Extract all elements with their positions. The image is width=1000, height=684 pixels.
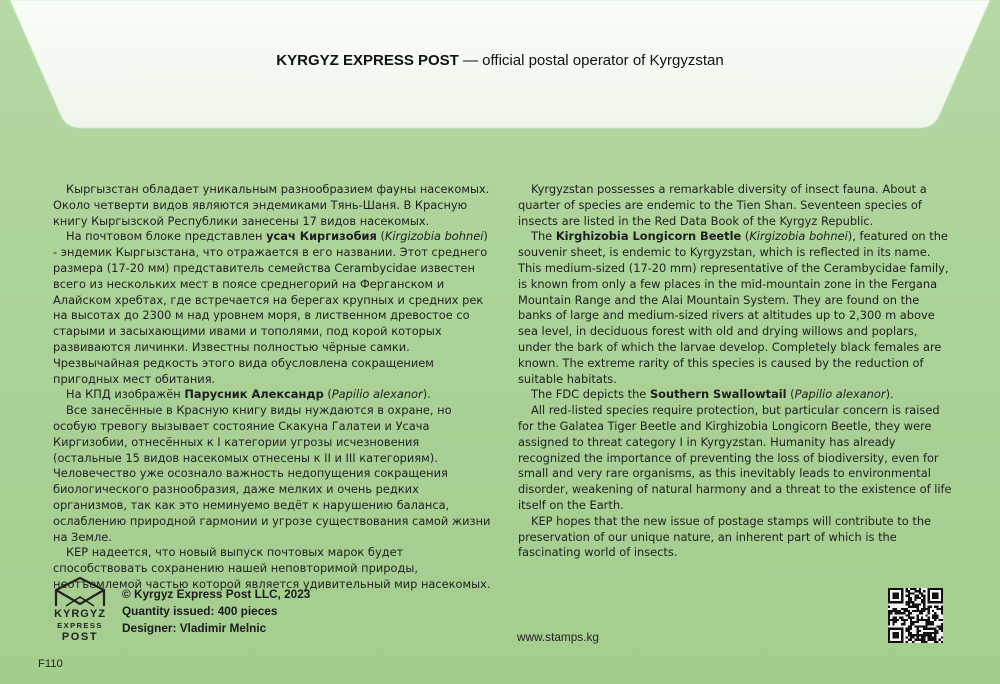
- ru-paragraph-3: [53, 387, 491, 403]
- ru-p2-paren: (: [376, 229, 385, 244]
- ru-p2-rest: ) - эндемик Кыргызстана, что отражается в его названии. Этот среднего размера (17-20 мм) представитель семейства Cerambycidae известен всего из нескольких мест в поясе среднегорий на Ферганском и Алайском хребтах, где встречается на берегах крупных и средних рек на высотах до 2300 м над уровнем моря, в лиственном древостое со старыми и засыхающими ивами и тополями, под корой которых развиваются личинки. Известны полностью чёрные самки. Чрезвычайная редкость этого вида обусловлена сокращением пригодных мест обитания.: [53, 229, 488, 386]
- ru-p2-text: На почтовом блоке представлен: [66, 229, 267, 244]
- en-p3-paren: (: [786, 387, 795, 402]
- logo-line-2: EXPRESS: [57, 621, 103, 630]
- english-text-column: [518, 182, 954, 561]
- header-tagline: — official postal operator of Kyrgyzstan: [458, 52, 724, 69]
- ru-paragraph-4: Все занесённые в Красную книгу виды нуждаются в охране, но особую тревогу вызывает состояние Скакуна Галатеи и Усача Киргизобии, отнесённых к I категории угрозы исчезновения (остальные 15 видов насекомых отнесены к II и III категориям). Человечество уже осознало важность недопущения сокращения биологического разнообразия, даже мелких и очень редких организмов, так как это неминуемо ведёт к нарушению баланса, ослаблению природной гармонии и угрозе существования самой жизни на Земле.: [53, 403, 491, 544]
- en-p2-paren: (: [741, 229, 750, 244]
- en-paragraph-3: [518, 387, 954, 403]
- header-title: [0, 52, 1000, 69]
- credits-block: [122, 586, 310, 637]
- ru-butterfly-name: Парусник Александр: [184, 387, 324, 402]
- designer-text: Designer: Vladimir Melnic: [122, 621, 267, 635]
- en-p2-rest: ), featured on the souvenir sheet, is endemic to Kyrgyzstan, which is reflected in its name. This medium-sized (17-20 mm) representative of the Cerambycidae family, is known from only a few places in the mid-mountain zone in the Fergana Mountain Range and the Alai Mountain System. They are found on the banks of large and medium-sized rivers at altitudes up to 2,300 m above sea level, in deciduous forest with old and drying willows and poplars, under the bark of which the larvae develop. Completely black females are known. The extreme rarity of this species is caused by the reduction of suitable habitats.: [518, 229, 949, 386]
- en-paragraph-5: KEP hopes that the new issue of postage stamps will contribute to the preservation of our unique nature, an inherent part of which is the fascinating world of insects.: [518, 513, 932, 560]
- ru-beetle-latin: Kirgizobia bohnei: [384, 229, 484, 244]
- kep-logo: [52, 576, 108, 648]
- en-paragraph-4: All red-listed species require protection, but particular concern is raised for the Galatea Tiger Beetle and Kirghizobia Longicorn Beetle, they were assigned to threat category I in Kyrgyzstan. Humanity has already recognized the importance of preventing the loss of biodiversity, even for small and very rare organisms, as this inevitably leads to environmental disorder, weakening of natural harmony and a threat to the existence of life itself on the Earth.: [518, 403, 952, 512]
- ru-p3-text: На КПД изображён: [66, 387, 185, 402]
- quantity-text: Quantity issued: 400 pieces: [122, 604, 278, 618]
- website-link[interactable]: www.stamps.kg: [517, 630, 599, 644]
- en-beetle-name: Kirghizobia Longicorn Beetle: [555, 229, 742, 244]
- russian-text-column: [53, 182, 491, 593]
- logo-line-3: POST: [61, 631, 99, 643]
- en-p3-text: The FDC depicts the: [531, 387, 650, 402]
- qr-code-icon: [888, 588, 943, 643]
- en-butterfly-name: Southern Swallowtail: [649, 387, 787, 402]
- ru-paragraph-1: Кыргызстан обладает уникальным разнообразием фауны насекомых. Около четверти видов являются эндемиками Тянь-Шаня. В Красную книгу Кыргызской Республики занесены 17 видов насекомых.: [53, 182, 490, 228]
- envelope-logo-icon: [52, 576, 108, 610]
- product-code: F110: [38, 658, 63, 670]
- logo-line-1: KYRGYZ: [54, 608, 106, 620]
- brand-name: KYRGYZ EXPRESS POST: [276, 52, 459, 69]
- en-paragraph-1: Kyrgyzstan possesses a remarkable diversity of insect fauna. About a quarter of species are endemic to the Tien Shan. Seventeen species of insects are listed in the Red Data Book of the Kyrgyz Republic.: [518, 182, 927, 228]
- en-p3-end: ).: [885, 387, 894, 402]
- en-paragraph-2: [518, 229, 954, 387]
- ru-paragraph-2: [53, 229, 491, 387]
- ru-p3-end: ).: [422, 387, 431, 402]
- copyright-text: © Kyrgyz Express Post LLC, 2023: [122, 587, 311, 601]
- en-beetle-latin: Kirgizobia bohnei: [749, 229, 848, 244]
- ru-butterfly-latin: Papilio alexanor: [331, 387, 423, 402]
- en-p2-text: The: [531, 229, 556, 244]
- ru-paragraph-5: КЕР надеется, что новый выпуск почтовых марок будет способствовать сохранению нашей неповторимой природы, неотъемлемой частью которой является удивительный мир насекомых.: [53, 545, 491, 591]
- ru-beetle-name: усач Киргизобия: [266, 229, 377, 244]
- ru-p3-paren: (: [323, 387, 332, 402]
- en-butterfly-latin: Papilio alexanor: [794, 387, 886, 402]
